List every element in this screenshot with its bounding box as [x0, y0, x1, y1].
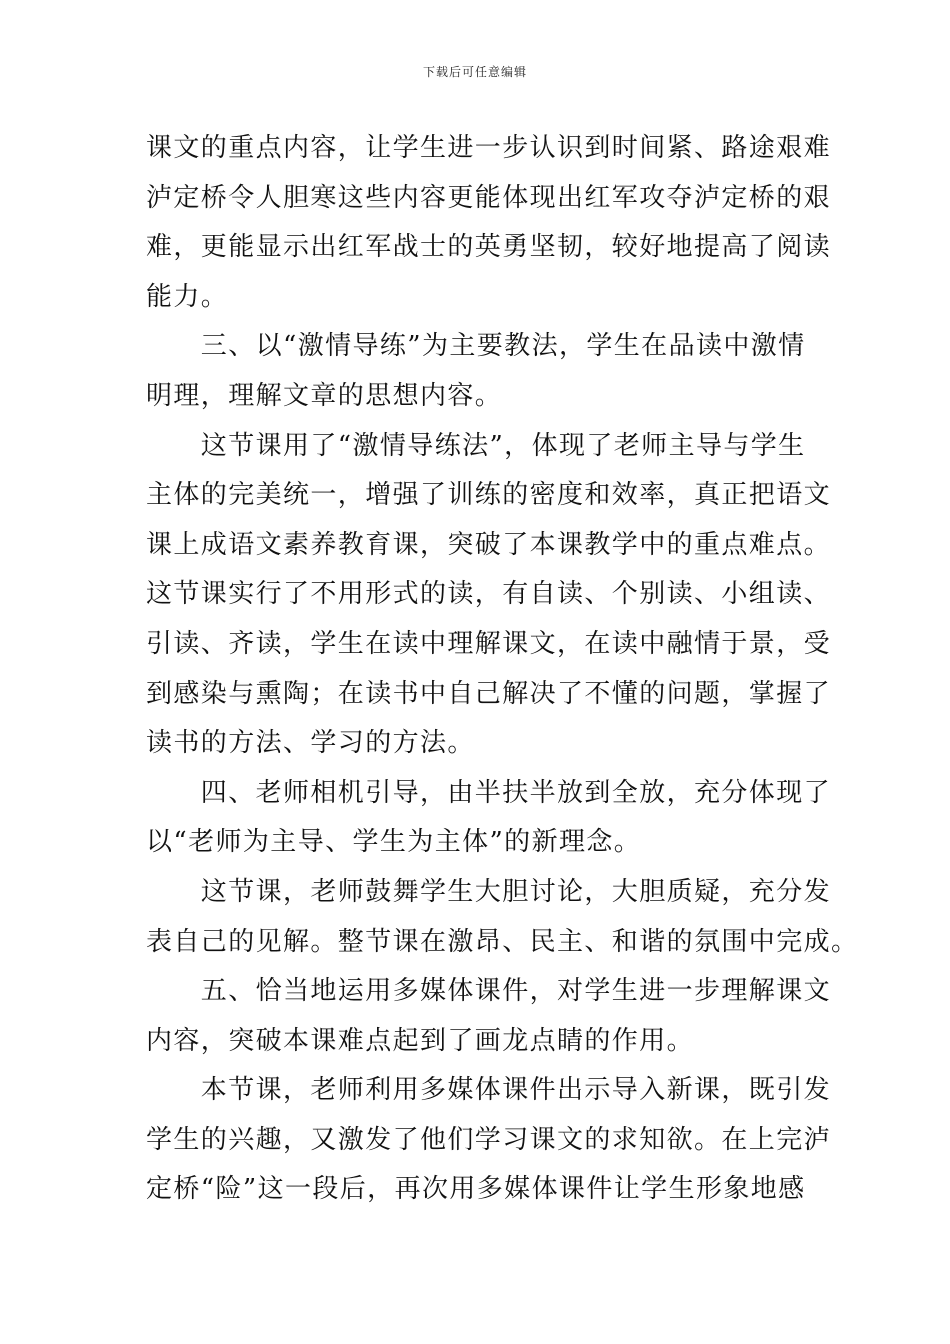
text-line: 难，更能显示出红军战士的英勇坚韧，较好地提高了阅读 [146, 232, 832, 263]
text-line: 这节课用了“激情导练法”，体现了老师主导与学生 [146, 430, 806, 461]
text-line: 定桥“险”这一段后，再次用多媒体课件让学生形象地感 [146, 1174, 806, 1205]
document-body [146, 124, 859, 1215]
text-line: 主体的完美统一，增强了训练的密度和效率，真正把语文 [146, 480, 832, 511]
header-note: 下载后可任意编辑 [422, 65, 527, 79]
text-line: 五、恰当地运用多媒体课件，对学生进一步理解课文 [146, 976, 832, 1007]
text-line: 泸定桥令人胆寒这些内容更能体现出红军攻夺泸定桥的艰 [146, 182, 832, 213]
text-line: 课上成语文素养教育课，突破了本课教学中的重点难点。 [146, 529, 832, 560]
text-line: 引读、齐读，学生在读中理解课文，在读中融情于景，受 [146, 628, 832, 659]
text-line: 三、以“激情导练”为主要教法，学生在品读中激情 [146, 331, 806, 362]
text-line: 内容，突破本课难点起到了画龙点睛的作用。 [146, 1025, 695, 1056]
text-line: 学生的兴趣，又激发了他们学习课文的求知欲。在上完泸 [146, 1124, 832, 1155]
text-line: 这节课实行了不用形式的读，有自读、个别读、小组读、 [146, 579, 832, 610]
text-line: 明理，理解文章的思想内容。 [146, 380, 503, 411]
text-line: 课文的重点内容，让学生进一步认识到时间紧、路途艰难 [146, 133, 832, 163]
text-line: 能力。 [146, 281, 229, 312]
text-line: 这节课，老师鼓舞学生大胆讨论，大胆质疑，充分发 [146, 876, 832, 907]
text-line: 以“老师为主导、学生为主体”的新理念。 [146, 827, 642, 858]
text-line: 读书的方法、学习的方法。 [146, 728, 475, 759]
text-line: 到感染与熏陶；在读书中自己解决了不懂的问题，掌握了 [146, 678, 832, 709]
text-line: 表自己的见解。整节课在激昂、民主、和谐的氛围中完成。 [146, 926, 859, 957]
text-line: 本节课，老师利用多媒体课件出示导入新课，既引发 [146, 1075, 832, 1106]
text-line: 四、老师相机引导，由半扶半放到全放，充分体现了 [146, 777, 832, 808]
